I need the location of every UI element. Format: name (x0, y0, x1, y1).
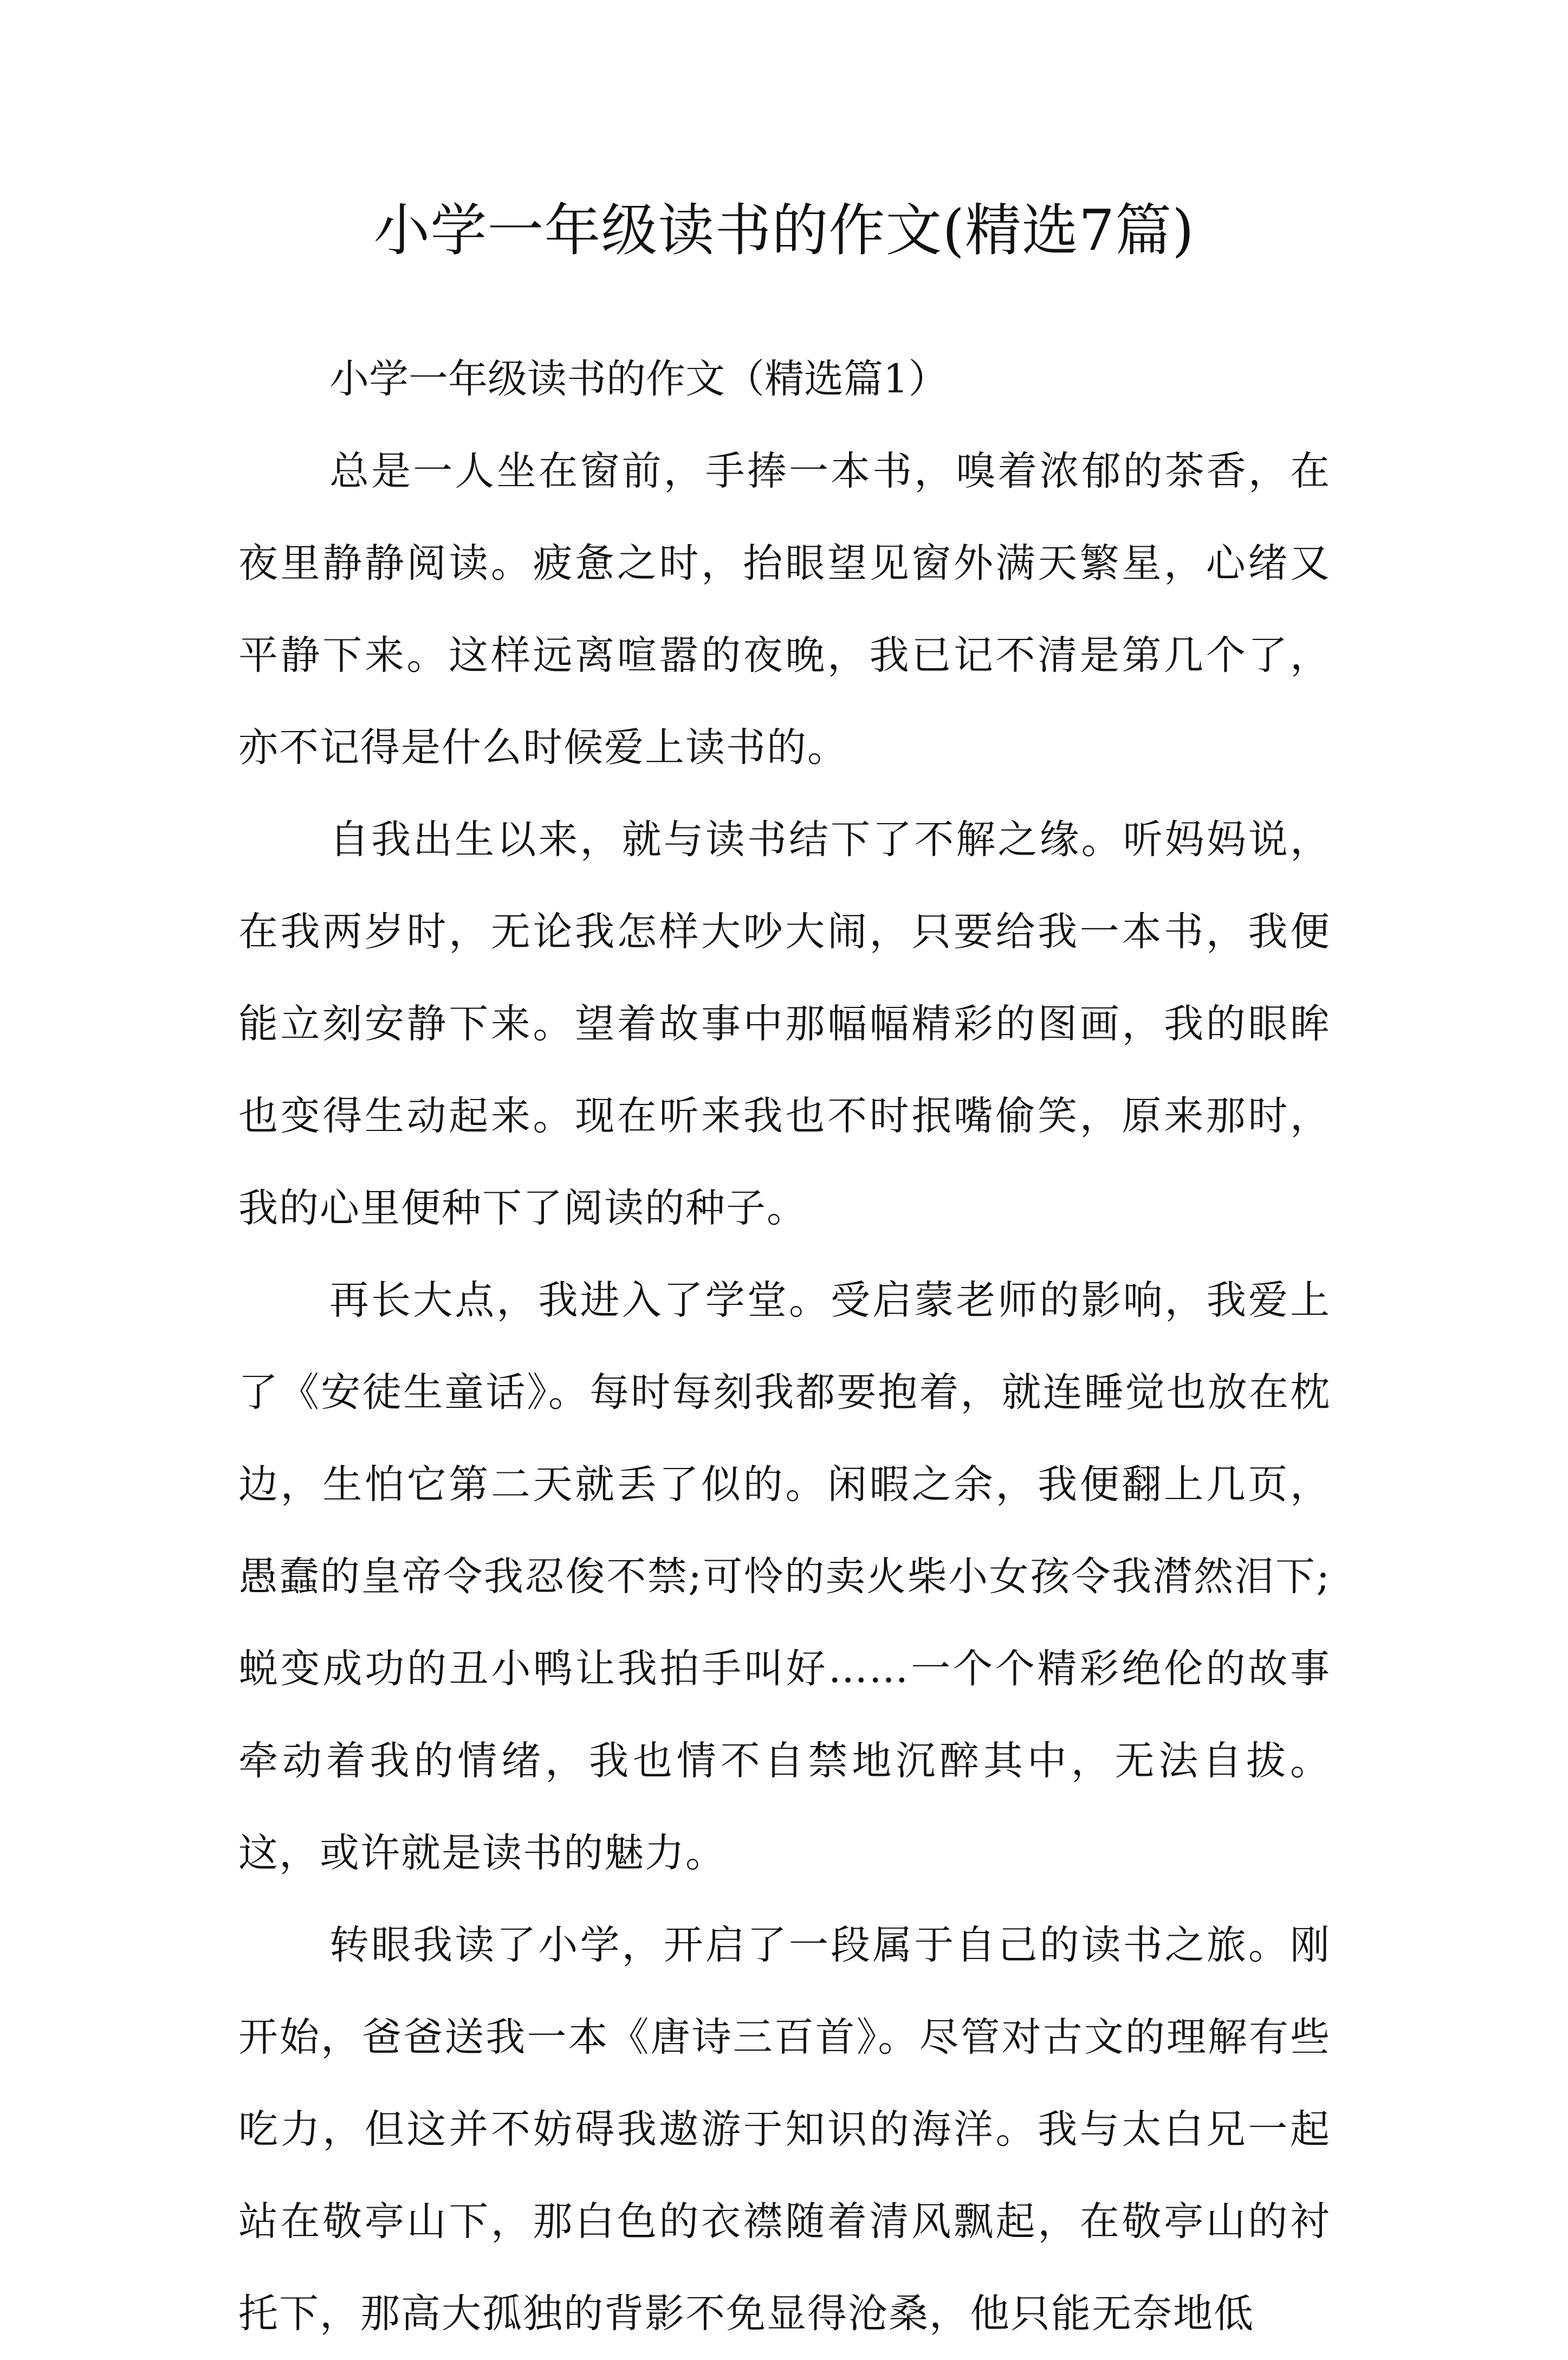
section-heading: 小学一年级读书的作文（精选篇1） (329, 356, 948, 402)
document-title: 小学一年级读书的作文(精选7篇) (373, 197, 1195, 263)
paragraph: 总是一人坐在窗前，手捧一本书，嗅着浓郁的茶香，在夜里静静阅读。疲惫之时，抬眼望见窗外满天繁星，心绪又平静下来。这样远离喧嚣的夜晚，我已记不清是第几个了，亦不记得是什么时候爱上读书的。 (238, 448, 1331, 771)
document-body (238, 333, 1331, 2360)
paragraph: 自我出生以来，就与读书结下了不解之缘。听妈妈说，在我两岁时，无论我怎样大吵大闹，只要给我一本书，我便能立刻安静下来。望着故事中那幅幅精彩的图画，我的眼眸也变得生动起来。现在听来我也不时抿嘴偷笑，原来那时，我的心里便种下了阅读的种子。 (238, 817, 1331, 1231)
paragraph: 再长大点，我进入了学堂。受启蒙老师的影响，我爱上了《安徒生童话》。每时每刻我都要抱着，就连睡觉也放在枕边，生怕它第二天就丢了似的。闲暇之余，我便翻上几页，愚蠢的皇帝令我忍俊不禁;可怜的卖火柴小女孩令我潸然泪下;蜕变成功的丑小鸭让我拍手叫好……一个个精彩绝伦的故事牵动着我的情绪，我也情不自禁地沉醉其中，无法自拔。这，或许就是读书的魅力。 (238, 1277, 1331, 1876)
paragraph: 转眼我读了小学，开启了一段属于自己的读书之旅。刚开始，爸爸送我一本《唐诗三百首》。尽管对古文的理解有些吃力，但这并不妨碍我遨游于知识的海洋。我与太白兄一起站在敬亭山下，那白色的衣襟随着清风飘起，在敬亭山的衬托下，那高大孤独的背影不免显得沧桑，他只能无奈地低 (238, 1922, 1331, 2337)
